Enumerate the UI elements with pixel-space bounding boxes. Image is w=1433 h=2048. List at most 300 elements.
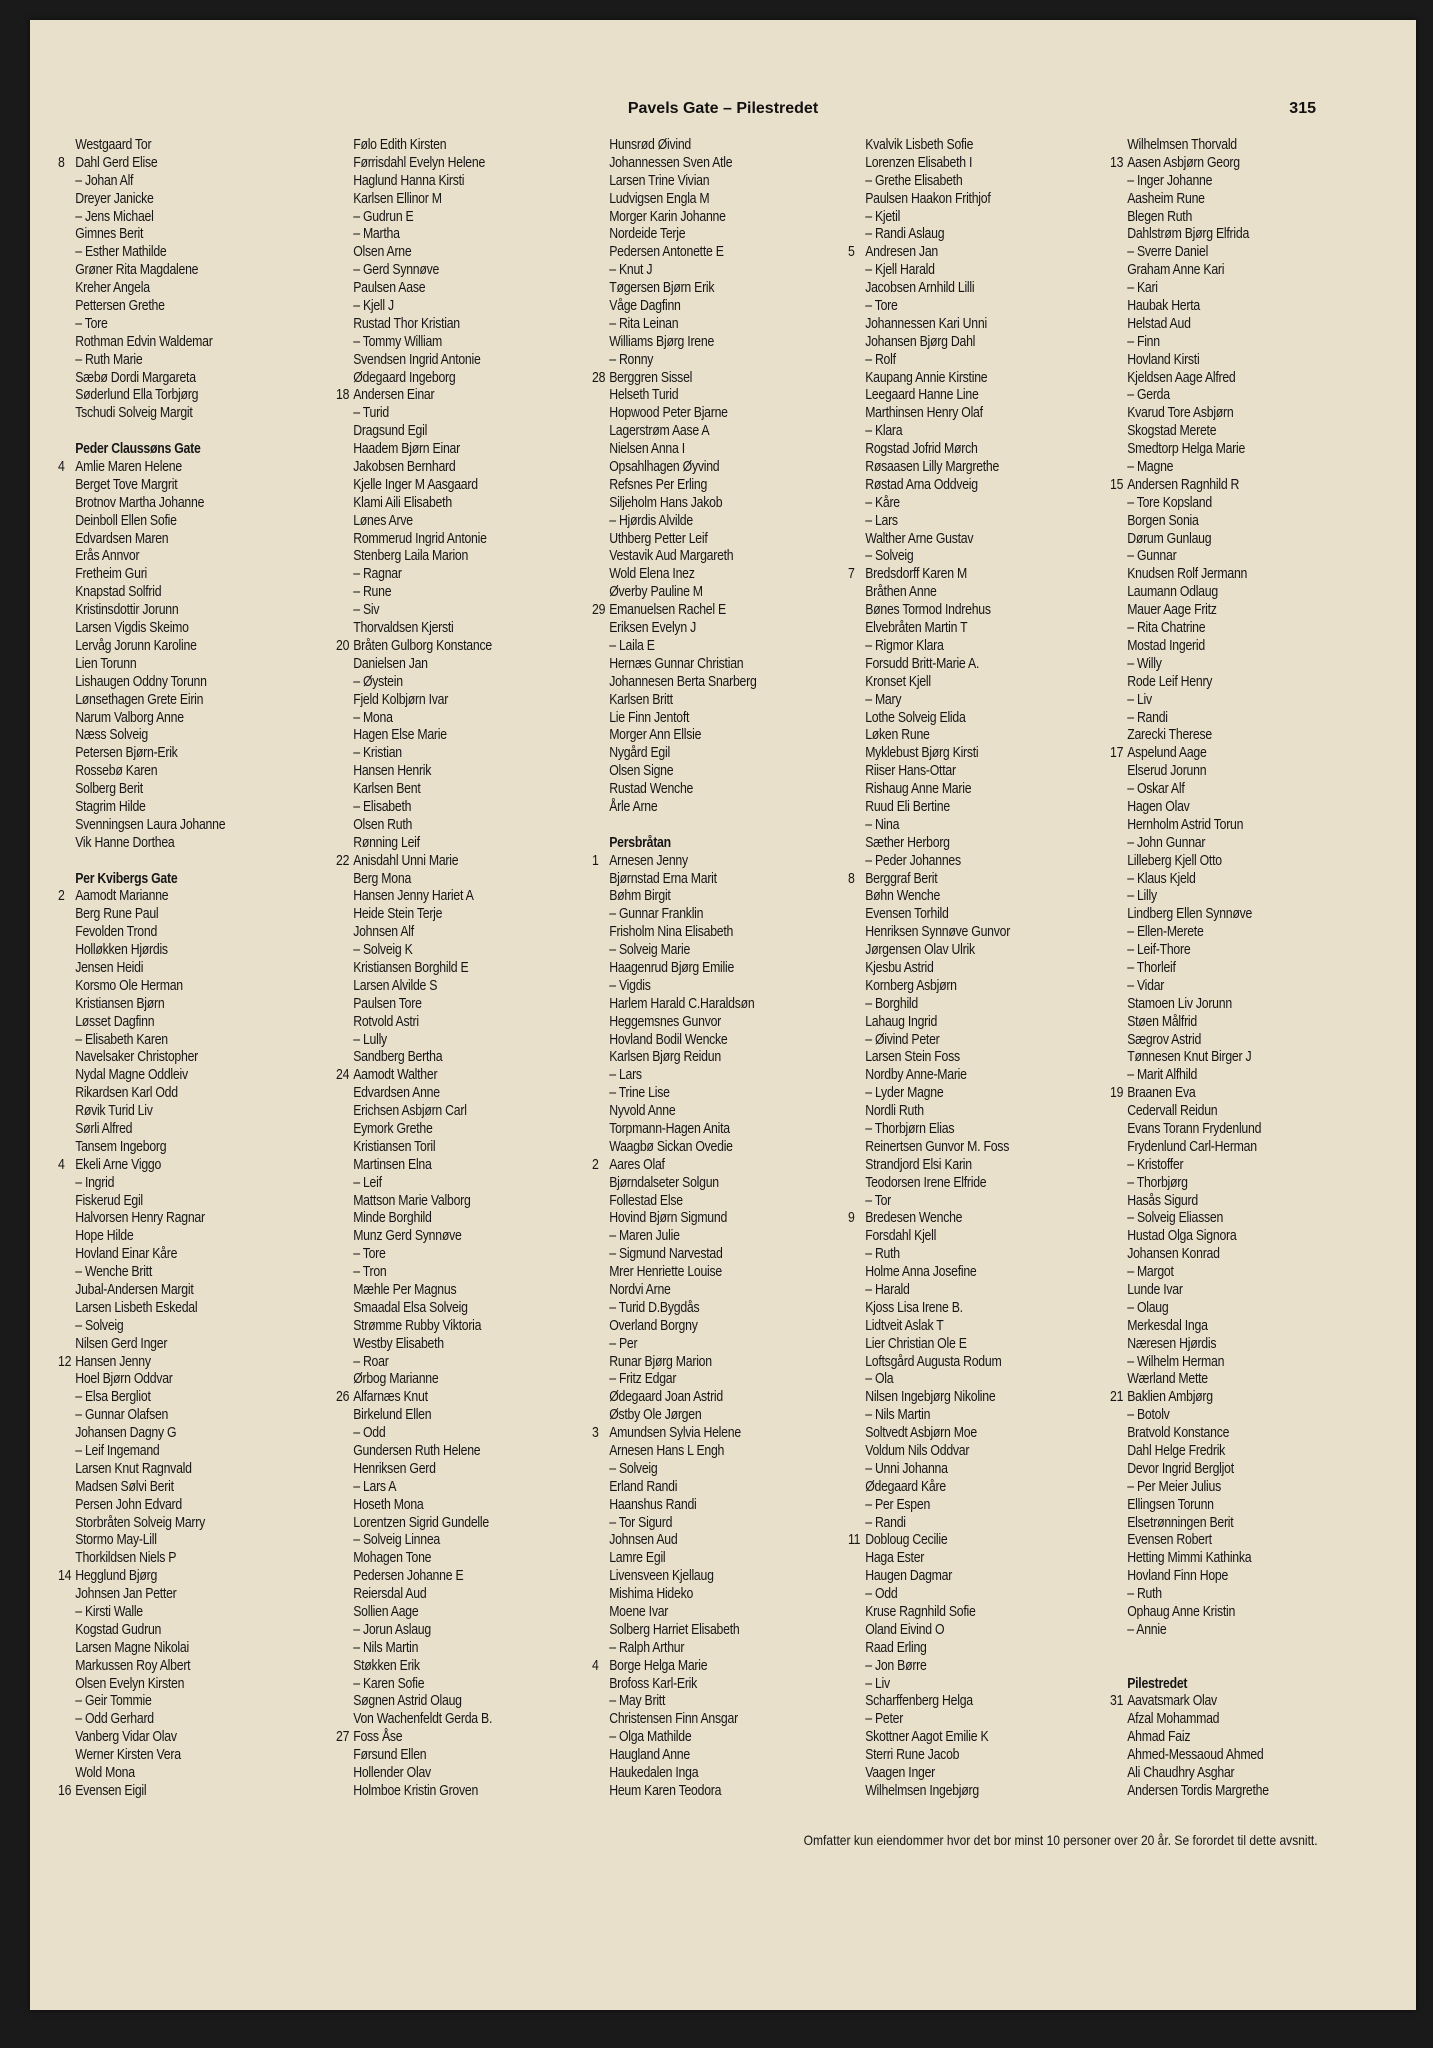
resident-name: Evensen Eigil [75, 1782, 147, 1799]
resident-name: Stenberg Laila Marion [353, 548, 469, 565]
resident-name: – Leif [353, 1174, 382, 1191]
resident-name: Vanberg Vidar Olav [75, 1729, 177, 1746]
resident-entry [1110, 584, 1334, 602]
resident-name: Grøner Rita Magdalene [75, 262, 199, 279]
column-4 [848, 137, 1108, 1801]
resident-name: Ellingsen Torunn [1127, 1496, 1214, 1513]
resident-name: Dreyer Janicke [75, 190, 154, 207]
resident-name: Nordeide Terje [609, 226, 686, 243]
resident-name: Holme Anna Josefine [865, 1264, 977, 1281]
resident-name: – Thorbjørg [1127, 1174, 1188, 1191]
resident-entry [336, 513, 560, 531]
resident-entry [592, 1336, 816, 1354]
resident-name: Rommerud Ingrid Antonie [353, 530, 487, 547]
resident-name: Scharffenberg Helga [865, 1693, 973, 1710]
resident-entry [1110, 1354, 1334, 1372]
resident-name: – Maren Julie [609, 1228, 680, 1245]
resident-entry [592, 1604, 816, 1622]
resident-entry [592, 620, 816, 638]
resident-entry [336, 191, 560, 209]
resident-entry [336, 1032, 560, 1050]
resident-entry [58, 906, 282, 924]
resident-name: Aavatsmark Olav [1127, 1693, 1217, 1710]
resident-entry [848, 316, 1072, 334]
resident-name: – Odd [865, 1586, 898, 1603]
resident-entry [336, 996, 560, 1014]
resident-name: Knudsen Rolf Jermann [1127, 566, 1248, 583]
resident-entry [848, 459, 1072, 477]
resident-entry [848, 1497, 1072, 1515]
resident-name: Bøhn Wenche [865, 888, 941, 905]
address-entry [58, 1783, 282, 1801]
resident-entry [1110, 1210, 1334, 1228]
resident-entry [848, 1407, 1072, 1425]
resident-entry [336, 566, 560, 584]
resident-name: Kogstad Gudrun [75, 1621, 162, 1638]
resident-name: Aasheim Rune [1127, 190, 1205, 207]
resident-entry [592, 763, 816, 781]
resident-entry [592, 566, 816, 584]
resident-name: Øverby Pauline M [609, 584, 703, 601]
resident-name: – Botolv [1127, 1407, 1170, 1424]
resident-name: Strømme Rubby Viktoria [353, 1317, 482, 1334]
resident-entry [58, 1479, 282, 1497]
resident-entry [1110, 1193, 1334, 1211]
resident-entry [848, 1711, 1072, 1729]
resident-name: Mohagen Tone [353, 1550, 432, 1567]
resident-entry [58, 1175, 282, 1193]
resident-name: Hernæs Gunnar Christian [609, 655, 744, 672]
resident-entry [1110, 1550, 1334, 1568]
resident-name: – Siv [353, 602, 380, 619]
resident-entry [592, 352, 816, 370]
footnote: Omfatter kun eiendommer hvor det bor minst 10 personer over 20 år. Se forordet til dette avsnitt. [804, 1832, 1318, 1848]
resident-name: Morger Ann Ellsie [609, 727, 702, 744]
resident-name: Walther Arne Gustav [865, 530, 974, 547]
resident-entry [848, 674, 1072, 692]
house-number: 19 [1110, 1085, 1124, 1102]
resident-name: – John Gunnar [1127, 834, 1206, 851]
resident-entry [58, 1586, 282, 1604]
resident-name: Gimnes Berit [75, 226, 144, 243]
resident-entry [592, 1193, 816, 1211]
resident-name: Dørum Gunlaug [1127, 530, 1212, 547]
resident-entry [336, 1049, 560, 1067]
resident-name: Rotvold Astri [353, 1013, 419, 1030]
resident-name: Forsdahl Kjell [865, 1228, 937, 1245]
resident-entry [336, 423, 560, 441]
resident-name: Wold Elena Inez [609, 566, 695, 583]
resident-entry [1110, 799, 1334, 817]
resident-name: Våge Dagfinn [609, 298, 681, 315]
house-number: 26 [336, 1389, 350, 1406]
resident-entry [58, 1676, 282, 1694]
resident-entry [848, 173, 1072, 191]
resident-entry [592, 638, 816, 656]
resident-entry [336, 763, 560, 781]
resident-entry [592, 1693, 816, 1711]
resident-name: – Kristoffer [1127, 1156, 1184, 1173]
resident-entry [848, 1246, 1072, 1264]
resident-entry [1110, 405, 1334, 423]
resident-name: Evensen Torhild [865, 906, 949, 923]
resident-name: – Jon Børre [865, 1657, 927, 1674]
house-number: 21 [1110, 1389, 1124, 1406]
resident-entry [336, 1228, 560, 1246]
resident-name: – Solveig [75, 1317, 124, 1334]
page-title: Pavels Gate – Pilestredet [627, 100, 819, 117]
resident-entry [58, 513, 282, 531]
resident-name: Jensen Heidi [75, 959, 144, 976]
resident-name: Torpmann-Hagen Anita [609, 1120, 730, 1137]
resident-entry [848, 1568, 1072, 1586]
resident-name: Nydal Magne Oddleiv [75, 1067, 188, 1084]
resident-name: Andersen Einar [353, 387, 435, 404]
resident-name: Braanen Eva [1127, 1085, 1196, 1102]
resident-entry [58, 531, 282, 549]
resident-entry [58, 1532, 282, 1550]
blank-line [58, 853, 282, 871]
resident-name: – Vigdis [609, 977, 651, 994]
resident-entry [58, 387, 282, 405]
resident-entry [848, 1765, 1072, 1783]
resident-entry [1110, 191, 1334, 209]
resident-name: Evensen Robert [1127, 1532, 1212, 1549]
resident-entry [592, 495, 816, 513]
street-heading [58, 441, 282, 459]
resident-name: Werner Kirsten Vera [75, 1747, 181, 1764]
resident-entry [1110, 1121, 1334, 1139]
resident-name: – Elisabeth Karen [75, 1031, 168, 1048]
resident-entry [1110, 298, 1334, 316]
resident-entry [58, 370, 282, 388]
resident-entry [848, 1354, 1072, 1372]
resident-entry [848, 656, 1072, 674]
resident-name: Karlsen Bent [353, 781, 421, 798]
resident-name: – Ingrid [75, 1174, 115, 1191]
resident-entry [336, 298, 560, 316]
resident-entry [848, 531, 1072, 549]
resident-name: Wold Mona [75, 1765, 135, 1782]
resident-name: Lishaugen Oddny Torunn [75, 673, 207, 690]
address-entry [848, 566, 1072, 584]
resident-name: Klami Aili Elisabeth [353, 494, 452, 511]
resident-entry [848, 906, 1072, 924]
resident-name: Andresen Jan [865, 244, 938, 261]
resident-name: – Inger Johanne [1127, 172, 1213, 189]
resident-name: Wilhelmsen Ingebjørg [865, 1782, 979, 1799]
resident-name: Westby Elisabeth [353, 1335, 444, 1352]
resident-entry [592, 1783, 816, 1801]
resident-name: Elvebråten Martin T [865, 620, 968, 637]
resident-entry [1110, 209, 1334, 227]
resident-name: Lier Christian Ole E [865, 1335, 967, 1352]
resident-entry [336, 244, 560, 262]
house-number: 17 [1110, 745, 1124, 762]
resident-name: – Lully [353, 1031, 387, 1048]
resident-name: Lønsethagen Grete Eirin [75, 691, 204, 708]
resident-entry [592, 942, 816, 960]
resident-entry [58, 1139, 282, 1157]
blank-line [592, 817, 816, 835]
resident-entry [848, 1515, 1072, 1533]
resident-name: Wærland Mette [1127, 1371, 1208, 1388]
house-number: 8 [58, 154, 65, 171]
resident-entry [592, 1389, 816, 1407]
resident-name: Henriksen Gerd [353, 1460, 436, 1477]
resident-name: Helseth Turid [609, 387, 679, 404]
resident-name: Haglund Hanna Kirsti [353, 172, 465, 189]
resident-name: Larsen Magne Nikolai [75, 1639, 189, 1656]
resident-name: – Odd Gerhard [75, 1711, 154, 1728]
resident-name: Riiser Hans-Ottar [865, 763, 956, 780]
resident-name: – Hjørdis Alvilde [609, 512, 693, 529]
resident-name: Johannesen Berta Snarberg [609, 673, 757, 690]
resident-entry [1110, 370, 1334, 388]
resident-entry [336, 1264, 560, 1282]
resident-entry [336, 1121, 560, 1139]
house-number: 2 [58, 888, 65, 905]
resident-entry [592, 1586, 816, 1604]
resident-entry [58, 244, 282, 262]
resident-entry [58, 692, 282, 710]
resident-entry [1110, 871, 1334, 889]
resident-name: Dahl Gerd Elise [75, 154, 158, 171]
resident-entry [58, 638, 282, 656]
resident-entry [592, 1103, 816, 1121]
house-number: 16 [58, 1782, 72, 1799]
resident-entry [336, 548, 560, 566]
resident-entry [336, 1783, 560, 1801]
resident-entry [1110, 1425, 1334, 1443]
resident-entry [58, 1604, 282, 1622]
resident-entry [336, 1193, 560, 1211]
resident-name: Lothe Solveig Elida [865, 709, 966, 726]
resident-entry [592, 996, 816, 1014]
resident-entry [58, 602, 282, 620]
house-number: 11 [848, 1532, 861, 1549]
resident-entry [1110, 835, 1334, 853]
resident-name: Livensveen Kjellaug [609, 1568, 714, 1585]
address-entry [1110, 155, 1334, 173]
resident-entry [848, 1032, 1072, 1050]
resident-name: Aasen Asbjørn Georg [1127, 154, 1240, 171]
resident-name: Aamodt Marianne [75, 888, 169, 905]
resident-name: Heum Karen Teodora [609, 1782, 722, 1799]
address-entry [1110, 477, 1334, 495]
resident-entry [1110, 548, 1334, 566]
address-entry [848, 244, 1072, 262]
house-number: 4 [592, 1657, 599, 1674]
address-entry [336, 1389, 560, 1407]
house-number: 9 [848, 1210, 855, 1227]
resident-name: Johannessen Kari Unni [865, 315, 987, 332]
resident-entry [848, 334, 1072, 352]
address-entry [58, 888, 282, 906]
house-number: 29 [592, 602, 606, 619]
resident-name: – Rune [353, 584, 392, 601]
resident-entry [58, 1461, 282, 1479]
resident-entry [336, 1765, 560, 1783]
resident-entry [848, 1658, 1072, 1676]
resident-name: Sollien Aage [353, 1604, 419, 1621]
resident-name: Thorvaldsen Kjersti [353, 620, 454, 637]
resident-entry [592, 656, 816, 674]
resident-entry [848, 1676, 1072, 1694]
resident-entry [336, 262, 560, 280]
resident-name: Lidtveit Aslak T [865, 1317, 944, 1334]
resident-name: – Rita Leinan [609, 315, 679, 332]
resident-entry [1110, 1407, 1334, 1425]
resident-entry [848, 548, 1072, 566]
resident-name: Baklien Ambjørg [1127, 1389, 1213, 1406]
resident-name: – Annie [1127, 1621, 1167, 1638]
resident-entry [848, 226, 1072, 244]
resident-entry [1110, 978, 1334, 996]
resident-name: Berget Tove Margrit [75, 476, 178, 493]
resident-name: Følo Edith Kirsten [353, 137, 447, 153]
resident-name: – Lyder Magne [865, 1085, 944, 1102]
resident-entry [592, 799, 816, 817]
resident-name: Amundsen Sylvia Helene [609, 1425, 741, 1442]
resident-entry [592, 1765, 816, 1783]
resident-name: Lahaug Ingrid [865, 1013, 938, 1030]
resident-name: Vestavik Aud Margareth [609, 548, 734, 565]
resident-entry [1110, 692, 1334, 710]
resident-entry [592, 405, 816, 423]
resident-name: – Klaus Kjeld [1127, 870, 1196, 887]
resident-name: Kristiansen Toril [353, 1138, 436, 1155]
resident-entry [1110, 1157, 1334, 1175]
resident-entry [848, 942, 1072, 960]
resident-entry [58, 942, 282, 960]
resident-name: – Kjell Harald [865, 262, 935, 279]
resident-entry [1110, 1282, 1334, 1300]
resident-name: Ekeli Arne Viggo [75, 1156, 162, 1173]
resident-entry [1110, 280, 1334, 298]
resident-entry [848, 1425, 1072, 1443]
resident-name: – Kjell J [353, 298, 394, 315]
resident-name: Arnesen Hans L Engh [609, 1443, 725, 1460]
resident-name: Alfarnæs Knut [353, 1389, 428, 1406]
resident-entry [58, 1318, 282, 1336]
resident-name: Hovind Bjørn Sigmund [609, 1210, 728, 1227]
resident-name: Haga Ester [865, 1550, 925, 1567]
resident-entry [336, 1586, 560, 1604]
resident-entry [336, 370, 560, 388]
resident-entry [58, 835, 282, 853]
resident-entry [336, 1318, 560, 1336]
resident-name: Williams Bjørg Irene [609, 333, 715, 350]
resident-entry [1110, 1747, 1334, 1765]
resident-name: – Thorleif [1127, 959, 1176, 976]
resident-name: Afzal Mohammad [1127, 1711, 1220, 1728]
resident-name: Lorentzen Sigrid Gundelle [353, 1514, 489, 1531]
resident-name: Elserud Jorunn [1127, 763, 1207, 780]
resident-entry [336, 1479, 560, 1497]
resident-name: Fjeld Kolbjørn Ivar [353, 691, 449, 708]
resident-entry [336, 1282, 560, 1300]
resident-entry [592, 1246, 816, 1264]
resident-name: Dragsund Egil [353, 423, 428, 440]
resident-name: Johansen Dagny G [75, 1425, 177, 1442]
resident-name: Stagrim Hilde [75, 798, 146, 815]
resident-entry [1110, 942, 1334, 960]
house-number: 28 [592, 369, 606, 386]
resident-entry [58, 727, 282, 745]
address-entry [592, 1425, 816, 1443]
resident-name: Karlsen Ellinor M [353, 190, 442, 207]
resident-entry [1110, 352, 1334, 370]
resident-entry [592, 441, 816, 459]
resident-entry [592, 781, 816, 799]
address-entry [58, 459, 282, 477]
resident-entry [1110, 441, 1334, 459]
resident-name: – Lars [865, 512, 898, 529]
resident-entry [336, 745, 560, 763]
resident-name: – Ellen-Merete [1127, 924, 1204, 941]
resident-name: Edvardsen Anne [353, 1085, 440, 1102]
resident-name: Kaupang Annie Kirstine [865, 369, 988, 386]
resident-name: Loftsgård Augusta Rodum [865, 1353, 1002, 1370]
resident-entry [58, 1014, 282, 1032]
resident-entry [336, 1568, 560, 1586]
resident-entry [592, 1282, 816, 1300]
resident-name: Lindberg Ellen Synnøve [1127, 906, 1253, 923]
resident-name: – Tore Kopsland [1127, 494, 1212, 511]
resident-entry [336, 1693, 560, 1711]
resident-name: Johansen Bjørg Dahl [865, 333, 976, 350]
resident-name: – Oskar Alf [1127, 781, 1185, 798]
resident-name: Svenningsen Laura Johanne [75, 816, 226, 833]
resident-name: Sandberg Bertha [353, 1049, 443, 1066]
resident-entry [58, 584, 282, 602]
resident-name: – Randi [865, 1514, 906, 1531]
resident-name: – Peter [865, 1711, 904, 1728]
resident-entry [592, 1729, 816, 1747]
resident-entry [58, 1443, 282, 1461]
resident-name: Berg Rune Paul [75, 906, 159, 923]
address-entry [592, 1658, 816, 1676]
resident-entry [58, 1085, 282, 1103]
resident-entry [592, 1067, 816, 1085]
resident-name: Jørgensen Olav Ulrik [865, 942, 975, 959]
resident-entry [58, 1121, 282, 1139]
resident-name: Mrer Henriette Louise [609, 1264, 723, 1281]
resident-name: Kjoss Lisa Irene B. [865, 1299, 963, 1316]
resident-name: – Marit Alfhild [1127, 1067, 1198, 1084]
resident-name: Brotnov Martha Johanne [75, 494, 205, 511]
resident-entry [1110, 1443, 1334, 1461]
resident-name: Moene Ivar [609, 1604, 669, 1621]
resident-name: Hoseth Mona [353, 1496, 424, 1513]
resident-name: Hetting Mimmi Kathinka [1127, 1550, 1252, 1567]
resident-name: Madsen Sølvi Berit [75, 1478, 174, 1495]
resident-entry [336, 692, 560, 710]
resident-name: Næss Solveig [75, 727, 148, 744]
resident-entry [336, 226, 560, 244]
resident-name: Skogstad Merete [1127, 423, 1217, 440]
resident-entry [848, 1121, 1072, 1139]
house-number: 12 [58, 1353, 72, 1370]
resident-name: Førrisdahl Evelyn Helene [353, 154, 486, 171]
resident-entry [58, 262, 282, 280]
resident-name: Olsen Ruth [353, 816, 413, 833]
resident-name: – Trine Lise [609, 1085, 670, 1102]
resident-entry [58, 1497, 282, 1515]
resident-entry [592, 674, 816, 692]
resident-entry [848, 1479, 1072, 1497]
